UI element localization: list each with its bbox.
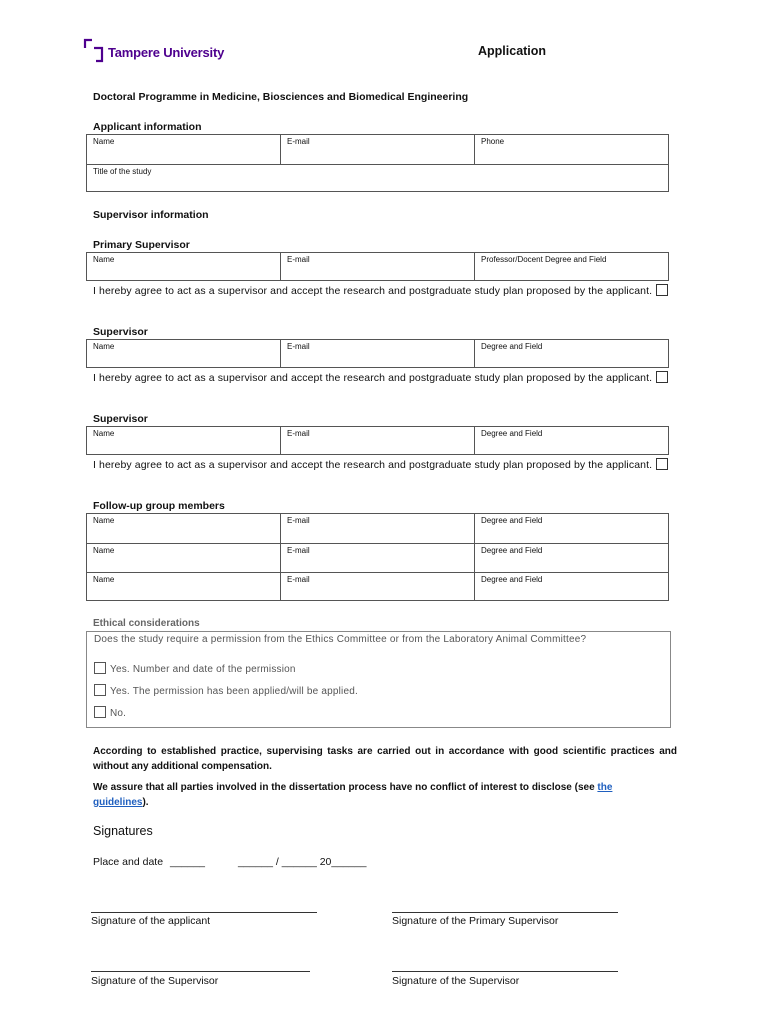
ethical-option	[94, 684, 358, 697]
table-row	[87, 572, 668, 600]
place-date-row	[93, 856, 366, 868]
degree-field[interactable]: Professor/Docent Degree and Field	[474, 253, 668, 280]
name-field[interactable]: Name	[93, 429, 115, 438]
name-field[interactable]: Name	[93, 255, 115, 264]
ethical-option	[94, 706, 126, 719]
study-title-field[interactable]: Title of the study	[93, 167, 152, 176]
agreement-label: I hereby agree to act as a supervisor and accept the research and postgraduate study plan proposed by the applicant.	[93, 459, 653, 471]
table-row	[87, 543, 668, 572]
agreement-label: I hereby agree to act as a supervisor and accept the research and postgraduate study plan proposed by the applicant.	[93, 285, 653, 297]
degree-field[interactable]: Degree and Field	[474, 544, 668, 572]
applicant-heading: Applicant information	[93, 121, 202, 133]
table-row	[87, 253, 668, 280]
degree-field[interactable]: Degree and Field	[474, 573, 668, 600]
agreement-checkbox[interactable]	[656, 458, 668, 470]
ethical-question: Does the study require a permission from the Ethics Committee or from the Laboratory Animal Committee?	[94, 634, 587, 645]
table-row	[87, 340, 668, 367]
email-field[interactable]: E-mail	[280, 514, 474, 543]
email-field[interactable]: E-mail	[280, 544, 474, 572]
agreement-text	[93, 457, 673, 473]
conflict-statement	[93, 780, 677, 810]
tampere-logo-icon	[82, 34, 108, 66]
primary-supervisor-heading: Primary Supervisor	[93, 239, 190, 251]
signature-line[interactable]	[91, 971, 310, 972]
practice-statement: According to established practice, supervising tasks are carried out in accordance with good scientific practices and without any additional compensation.	[93, 746, 677, 772]
table-row	[87, 427, 668, 454]
supervisor-table	[86, 426, 669, 455]
applicant-signature-label: Signature of the applicant	[91, 915, 211, 927]
ethical-option	[94, 662, 296, 675]
guidelines-link-cont[interactable]: guidelines	[93, 797, 143, 808]
degree-field[interactable]: Degree and Field	[474, 340, 668, 367]
followup-table	[86, 513, 669, 601]
email-field[interactable]: E-mail	[280, 253, 474, 280]
supervisor-table	[86, 339, 669, 368]
degree-field[interactable]: Degree and Field	[474, 427, 668, 454]
agreement-checkbox[interactable]	[656, 371, 668, 383]
name-field[interactable]: Name	[93, 546, 115, 555]
option-label: No.	[110, 708, 127, 719]
email-field[interactable]: E-mail	[280, 340, 474, 367]
option-checkbox[interactable]	[94, 684, 106, 696]
university-logo	[82, 34, 242, 66]
agreement-label: I hereby agree to act as a supervisor and accept the research and postgraduate study plan proposed by the applicant.	[93, 372, 653, 384]
primary-signature-label: Signature of the Primary Supervisor	[392, 915, 559, 927]
signatures-heading: Signatures	[93, 824, 153, 838]
logo-text: Tampere University	[108, 45, 225, 60]
place-field[interactable]: ______	[169, 856, 206, 868]
table-row	[87, 135, 668, 164]
supervisor-signature-label: Signature of the Supervisor	[392, 975, 520, 987]
table-row	[87, 514, 668, 543]
email-field[interactable]: E-mail	[280, 427, 474, 454]
date-field[interactable]: ______ / ______ 20______	[237, 856, 367, 868]
programme-title: Doctoral Programme in Medicine, Biosciences and Biomedical Engineering	[93, 91, 469, 103]
place-date-label: Place and date	[93, 856, 164, 868]
supervisor-heading: Supervisor	[93, 326, 148, 338]
signature-line[interactable]	[392, 912, 618, 913]
email-field[interactable]: E-mail	[280, 573, 474, 600]
followup-heading: Follow-up group members	[93, 500, 225, 512]
ethical-heading: Ethical considerations	[93, 618, 200, 629]
name-field[interactable]: Name	[93, 342, 115, 351]
primary-supervisor-table	[86, 252, 669, 281]
name-field[interactable]: Name	[93, 516, 115, 525]
signature-line[interactable]	[392, 971, 618, 972]
option-checkbox[interactable]	[94, 706, 106, 718]
guidelines-link[interactable]: the	[597, 782, 613, 793]
supervisor-info-heading: Supervisor information	[93, 209, 209, 221]
option-label: Yes. Number and date of the permission	[110, 664, 296, 675]
supervisor-signature-label: Signature of the Supervisor	[91, 975, 219, 987]
name-field[interactable]: Name	[93, 137, 115, 146]
agreement-text	[93, 283, 673, 299]
document-title: Application	[478, 44, 547, 58]
phone-field[interactable]: Phone	[474, 135, 668, 164]
email-field[interactable]: E-mail	[280, 135, 474, 164]
conflict-text: We assure that all parties involved in the dissertation process have no conflict of interest to disclose (see	[93, 782, 595, 793]
agreement-text	[93, 370, 673, 386]
applicant-table	[86, 134, 669, 192]
option-checkbox[interactable]	[94, 662, 106, 674]
conflict-suffix: ).	[142, 797, 149, 808]
ethical-box	[86, 631, 671, 728]
agreement-checkbox[interactable]	[656, 284, 668, 296]
name-field[interactable]: Name	[93, 575, 115, 584]
supervisor-heading: Supervisor	[93, 413, 148, 425]
signature-line[interactable]	[91, 912, 317, 913]
option-label: Yes. The permission has been applied/will be applied.	[110, 686, 358, 697]
degree-field[interactable]: Degree and Field	[474, 514, 668, 543]
table-row	[87, 164, 668, 192]
